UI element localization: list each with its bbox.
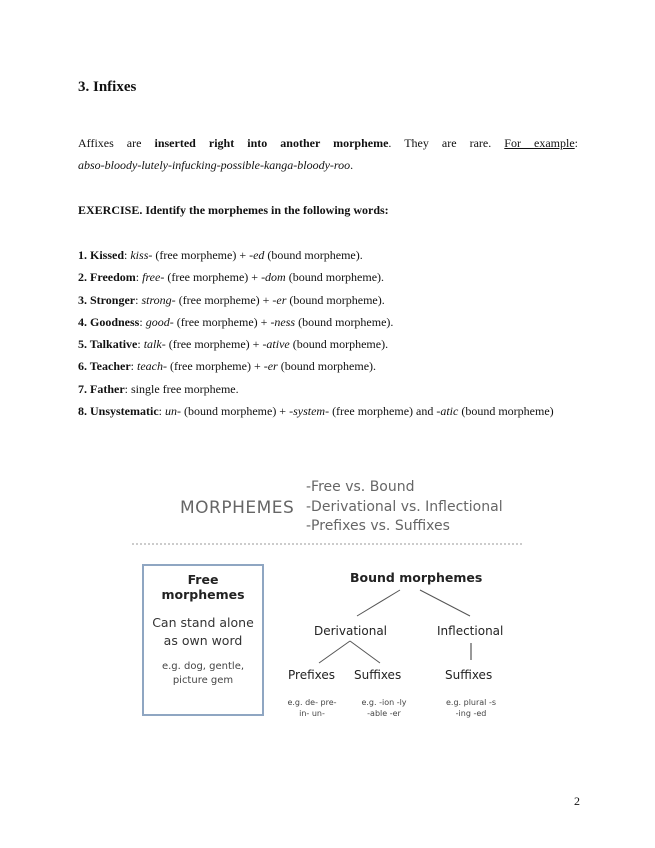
item-text: (bound morpheme). [289, 337, 389, 352]
inflectional-suffixes-examples [438, 697, 504, 719]
intro-example-line [78, 154, 578, 176]
list-item [78, 244, 578, 266]
tree-edge [420, 590, 470, 616]
item-text: : [137, 337, 144, 352]
item-word: 5. Talkative [78, 337, 138, 352]
item-italic: talk- [143, 337, 166, 352]
item-italic: -er [272, 292, 287, 307]
list-item [78, 378, 578, 400]
item-text: (bound morpheme). [277, 359, 377, 374]
item-text: (bound morpheme) + [181, 404, 290, 419]
item-text: (free morpheme) + [152, 248, 250, 262]
item-word: 1. Kissed [78, 248, 125, 262]
item-italic: -system- [289, 404, 330, 419]
free-morphemes-box [142, 564, 264, 716]
bound-morphemes-node: Bound morphemes [350, 570, 483, 585]
intro-example: abso-bloody-lutely-infucking-possible-kanga-bloody-roo [78, 158, 351, 172]
item-text: : [130, 359, 138, 374]
item-word: 7. Father [78, 381, 125, 396]
free-morphemes-title: Free morphemes [161, 572, 245, 602]
intro-period: . [350, 158, 354, 172]
intro-bold: inserted right into another morpheme [154, 136, 389, 150]
diagram-title: MORPHEMES [180, 498, 295, 518]
item-text: (free morpheme) and [329, 404, 437, 419]
inflectional-node: Inflectional [437, 624, 504, 638]
example-line: e.g. plural -s [445, 698, 496, 707]
exercise-list [78, 244, 578, 422]
item-text: (free morpheme) + [173, 314, 271, 329]
item-word: 4. Goodness [78, 314, 140, 329]
item-italic: good- [145, 314, 174, 329]
item-text: : [135, 292, 142, 307]
prefixes-node: Prefixes [288, 668, 336, 682]
item-text: (free morpheme) + [165, 337, 263, 352]
item-text: : [139, 314, 146, 329]
morphemes-diagram [132, 468, 530, 730]
prefixes-examples [282, 697, 342, 719]
item-text: (bound morpheme). [295, 314, 394, 329]
intro-text: . They are rare. [388, 136, 505, 150]
item-italic: -er [263, 359, 278, 374]
item-italic: -ness [270, 314, 296, 329]
page-number: 2 [574, 794, 580, 808]
item-word: 8. Unsystematic [78, 404, 159, 419]
item-text: : [135, 270, 143, 285]
intro-text: Affixes are [78, 136, 155, 150]
list-item [78, 400, 578, 422]
inflectional-suffixes-node: Suffixes [445, 668, 493, 682]
item-italic: -atic [436, 404, 459, 419]
example-line: -able -er [367, 709, 401, 718]
item-word: 3. Stronger [78, 292, 136, 307]
tree-edge [319, 641, 350, 663]
item-italic: teach- [137, 359, 167, 374]
derivational-suffixes-node: Suffixes [354, 668, 402, 682]
item-word: 6. Teacher [78, 359, 131, 374]
item-text: (bound morpheme). [285, 270, 385, 285]
tree-edge [357, 590, 400, 616]
item-text: (free morpheme) + [164, 270, 262, 285]
item-text: (free morpheme) + [175, 292, 273, 307]
list-item [78, 289, 578, 311]
list-item [78, 333, 578, 355]
item-italic: -ed [249, 248, 265, 262]
diagram-subtitle: -Derivational vs. Inflectional [306, 499, 503, 515]
item-text: (bound morpheme). [264, 248, 363, 262]
item-text: (free morpheme) + [167, 359, 264, 374]
free-morphemes-description: Can stand alone as own word [152, 615, 254, 648]
item-text: : single free morpheme. [124, 381, 239, 396]
section-heading: 3. Infixes [78, 79, 137, 95]
item-italic: -dom [261, 270, 286, 285]
item-italic: free- [142, 270, 165, 285]
diagram-subtitle: -Free vs. Bound [306, 479, 415, 495]
derivational-suffixes-examples [354, 697, 414, 719]
intro-line [78, 132, 578, 154]
example-line: in- un- [299, 709, 325, 718]
item-word: 2. Freedom [78, 270, 136, 285]
example-line: e.g. -ion -ly [361, 698, 407, 707]
example-line: e.g. de- pre- [287, 698, 337, 707]
example-line: -ing -ed [455, 709, 487, 718]
item-italic: strong- [141, 292, 176, 307]
intro-underline: For example [504, 136, 575, 150]
item-text: (bound morpheme) [458, 404, 554, 419]
tree-edge [350, 641, 380, 663]
list-item [78, 266, 578, 288]
item-text: (bound morpheme). [286, 292, 385, 307]
intro-text: : [574, 136, 578, 150]
item-text: : [124, 248, 131, 262]
item-italic: kiss- [130, 248, 153, 262]
free-morphemes-examples: e.g. dog, gentle, picture gem [161, 661, 245, 686]
item-text: : [158, 404, 165, 419]
intro-paragraph [78, 132, 578, 176]
item-italic: un- [165, 404, 181, 419]
list-item [78, 311, 578, 333]
list-item [78, 355, 578, 377]
item-italic: -ative [262, 337, 290, 352]
exercise-heading: EXERCISE. Identify the morphemes in the following words: [78, 203, 389, 217]
derivational-node: Derivational [314, 624, 388, 638]
diagram-subtitle: -Prefixes vs. Suffixes [306, 518, 450, 534]
